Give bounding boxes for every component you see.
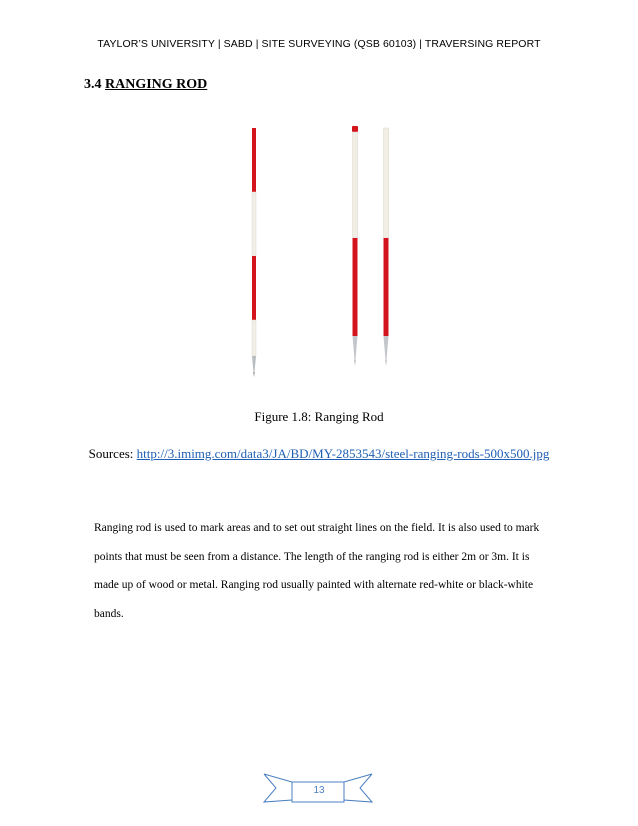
page-number: 13 (313, 785, 325, 796)
rod-left-white-2 (252, 320, 256, 356)
ranging-rod-left (252, 128, 256, 377)
sources-label: Sources: (88, 446, 134, 461)
rod-left-red-mid (252, 256, 256, 320)
section-title: RANGING ROD (105, 77, 208, 92)
rod-left-point (254, 372, 255, 377)
section-heading (84, 77, 207, 93)
sources-link[interactable]: http://3.imimg.com/data3/JA/BD/MY-2853543/steel-ranging-rods-500x500.jpg (136, 446, 550, 461)
rod-right-point (386, 360, 387, 366)
rod-right-red (384, 238, 389, 336)
section-number: 3.4 (84, 77, 102, 92)
ranging-rod-right (384, 128, 389, 366)
body-line: Ranging rod is used to mark areas and to set out straight lines on the field. It is also used to mark (94, 522, 540, 534)
ranging-rod-middle (352, 126, 358, 366)
rod-middle-point (355, 360, 356, 366)
rod-middle-tip (353, 336, 358, 360)
rod-right-white (384, 128, 389, 238)
figure-sources (0, 446, 638, 462)
rod-left-white-1 (252, 192, 256, 256)
body-line: made up of wood or metal. Ranging rod usually painted with alternate red-white or black-white (94, 579, 534, 591)
rod-middle-cap (352, 126, 358, 132)
body-line: bands. (94, 607, 124, 620)
ranging-rod-figure (240, 120, 400, 382)
rod-left-red-top (252, 128, 256, 192)
figure-caption: Figure 1.8: Ranging Rod (254, 409, 384, 424)
body-line: points that must be seen from a distance. The length of the ranging rod is either 2m or 3m. It is (94, 550, 530, 563)
rod-right-tip (384, 336, 389, 360)
rod-left-tip (252, 356, 256, 372)
body-paragraph (94, 514, 554, 628)
page-header: TAYLOR’S UNIVERSITY | SABD | SITE SURVEYING (QSB 60103) | TRAVERSING REPORT (97, 38, 541, 50)
rod-middle-white (353, 132, 358, 238)
rod-middle-red (353, 238, 358, 336)
